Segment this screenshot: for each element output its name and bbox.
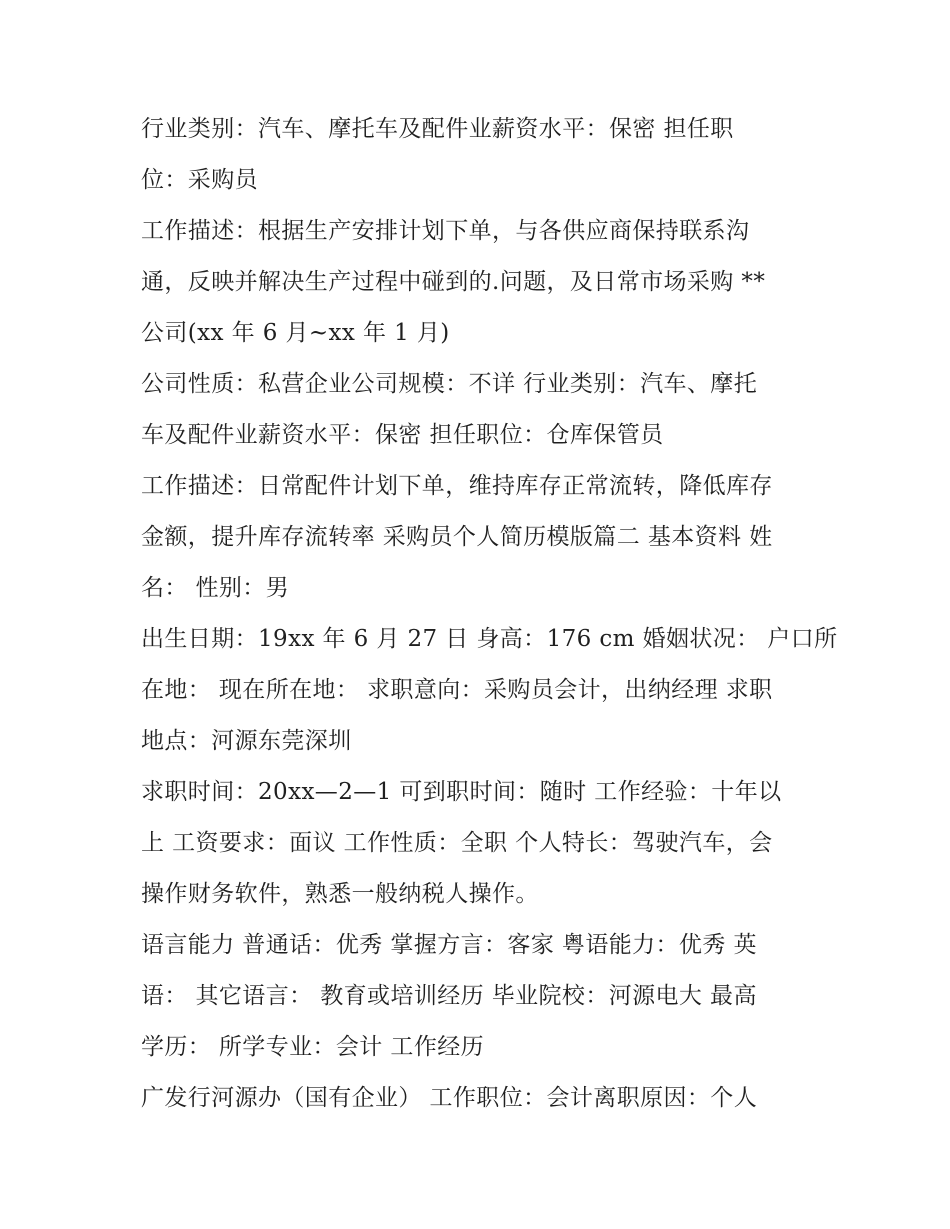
- text-line: 语： 其它语言： 教育或培训经历 毕业院校：河源电大 最高: [141, 983, 757, 1009]
- text-line: 广发行河源办（国有企业） 工作职位：会计离职原因：个人: [141, 1085, 758, 1111]
- text-line: 地点：河源东莞深圳: [141, 728, 352, 754]
- text-line: 操作财务软件，熟悉一般纳税人操作。: [141, 881, 539, 907]
- text-line: 出生日期：19xx 年 6 月 27 日 身高：176 cm 婚姻状况： 户口所: [141, 626, 838, 652]
- text-line: 通，反映并解决生产过程中碰到的.问题，及日常市场采购 **: [141, 269, 766, 295]
- text-line: 工作描述：日常配件计划下单，维持库存正常流转，降低库存: [141, 473, 773, 499]
- text-line: 车及配件业薪资水平：保密 担任职位：仓库保管员: [141, 422, 664, 448]
- text-line: 在地： 现在所在地： 求职意向：采购员会计，出纳经理 求职: [141, 677, 773, 703]
- text-line: 工作描述：根据生产安排计划下单，与各供应商保持联系沟: [141, 218, 750, 244]
- text-line: 名： 性别：男: [141, 575, 290, 601]
- text-line: 公司(xx 年 6 月~xx 年 1 月): [141, 320, 450, 346]
- text-line: 学历： 所学专业：会计 工作经历: [141, 1034, 485, 1060]
- document-body: [141, 104, 838, 1124]
- text-line: 上 工资要求：面议 工作性质：全职 个人特长：驾驶汽车，会: [141, 830, 773, 856]
- text-line: 位：采购员: [141, 167, 258, 193]
- text-line: 语言能力 普通话：优秀 掌握方言：客家 粤语能力：优秀 英: [141, 932, 757, 958]
- text-line: 公司性质：私营企业公司规模：不详 行业类别：汽车、摩托: [141, 371, 758, 397]
- text-line: 金额，提升库存流转率 采购员个人简历模版篇二 基本资料 姓: [141, 524, 773, 550]
- text-line: 求职时间：20xx—2—1 可到职时间：随时 工作经验：十年以: [141, 779, 782, 805]
- text-line: 行业类别：汽车、摩托车及配件业薪资水平：保密 担任职: [141, 116, 734, 142]
